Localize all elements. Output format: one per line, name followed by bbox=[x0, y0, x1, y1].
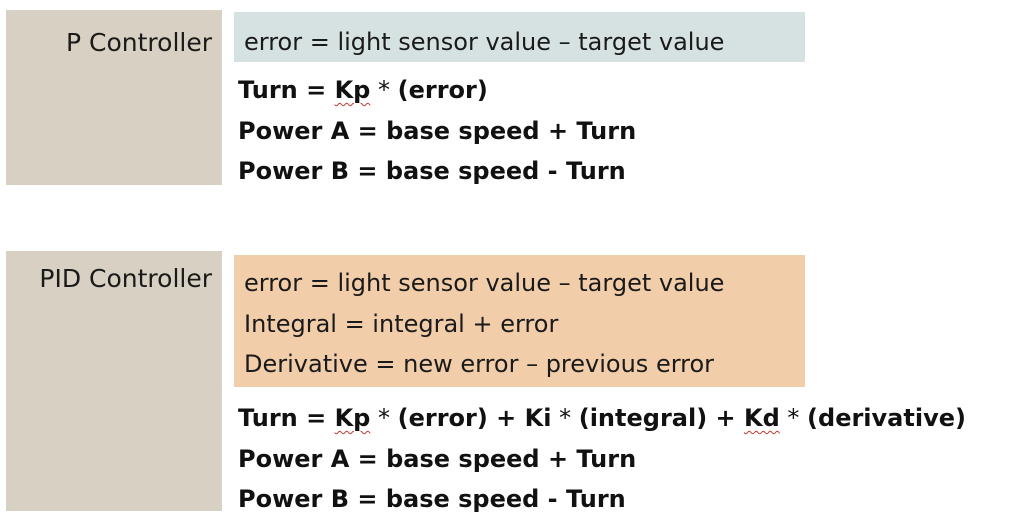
pid-multiply-sign-1: * bbox=[370, 404, 398, 432]
pid-turn-mid-1: (error) + Ki bbox=[397, 404, 552, 432]
pid-kd-term: Kd bbox=[744, 404, 780, 432]
pid-error-formula: error = light sensor value – target value bbox=[244, 269, 725, 297]
p-kp-term: Kp bbox=[334, 76, 371, 104]
pid-terms-highlight bbox=[234, 255, 805, 387]
pid-turn-mid-2: (integral) + bbox=[578, 404, 744, 432]
p-error-formula: error = light sensor value – target value bbox=[244, 28, 725, 56]
pid-derivative-formula: Derivative = new error – previous error bbox=[244, 350, 715, 378]
p-controller-label-text: P Controller bbox=[66, 28, 212, 57]
p-output-formulas bbox=[238, 70, 636, 192]
p-controller-label bbox=[6, 10, 222, 185]
pid-turn-lhs: Turn = bbox=[238, 404, 335, 432]
pid-multiply-sign-3: * bbox=[779, 404, 808, 432]
pid-power-a-formula: Power A = base speed + Turn bbox=[238, 444, 637, 473]
pid-controller-label bbox=[6, 251, 222, 511]
pid-turn-formula bbox=[238, 398, 966, 439]
p-power-a-formula: Power A = base speed + Turn bbox=[238, 116, 637, 145]
p-multiply-sign: * bbox=[370, 76, 398, 104]
pid-turn-end: (derivative) bbox=[807, 404, 966, 432]
pid-multiply-sign-2: * bbox=[551, 404, 579, 432]
p-turn-rest: (error) bbox=[397, 76, 488, 104]
p-turn-formula bbox=[238, 70, 636, 111]
p-power-b-formula: Power B = base speed - Turn bbox=[238, 157, 626, 185]
p-error-highlight bbox=[234, 12, 805, 62]
pid-output-formulas bbox=[238, 398, 966, 520]
pid-power-b-formula: Power B = base speed - Turn bbox=[238, 485, 626, 513]
pid-integral-formula: Integral = integral + error bbox=[244, 309, 559, 338]
pid-controller-label-text: PID Controller bbox=[39, 264, 212, 293]
pid-kp-term: Kp bbox=[334, 404, 371, 432]
p-turn-lhs: Turn = bbox=[238, 76, 335, 104]
